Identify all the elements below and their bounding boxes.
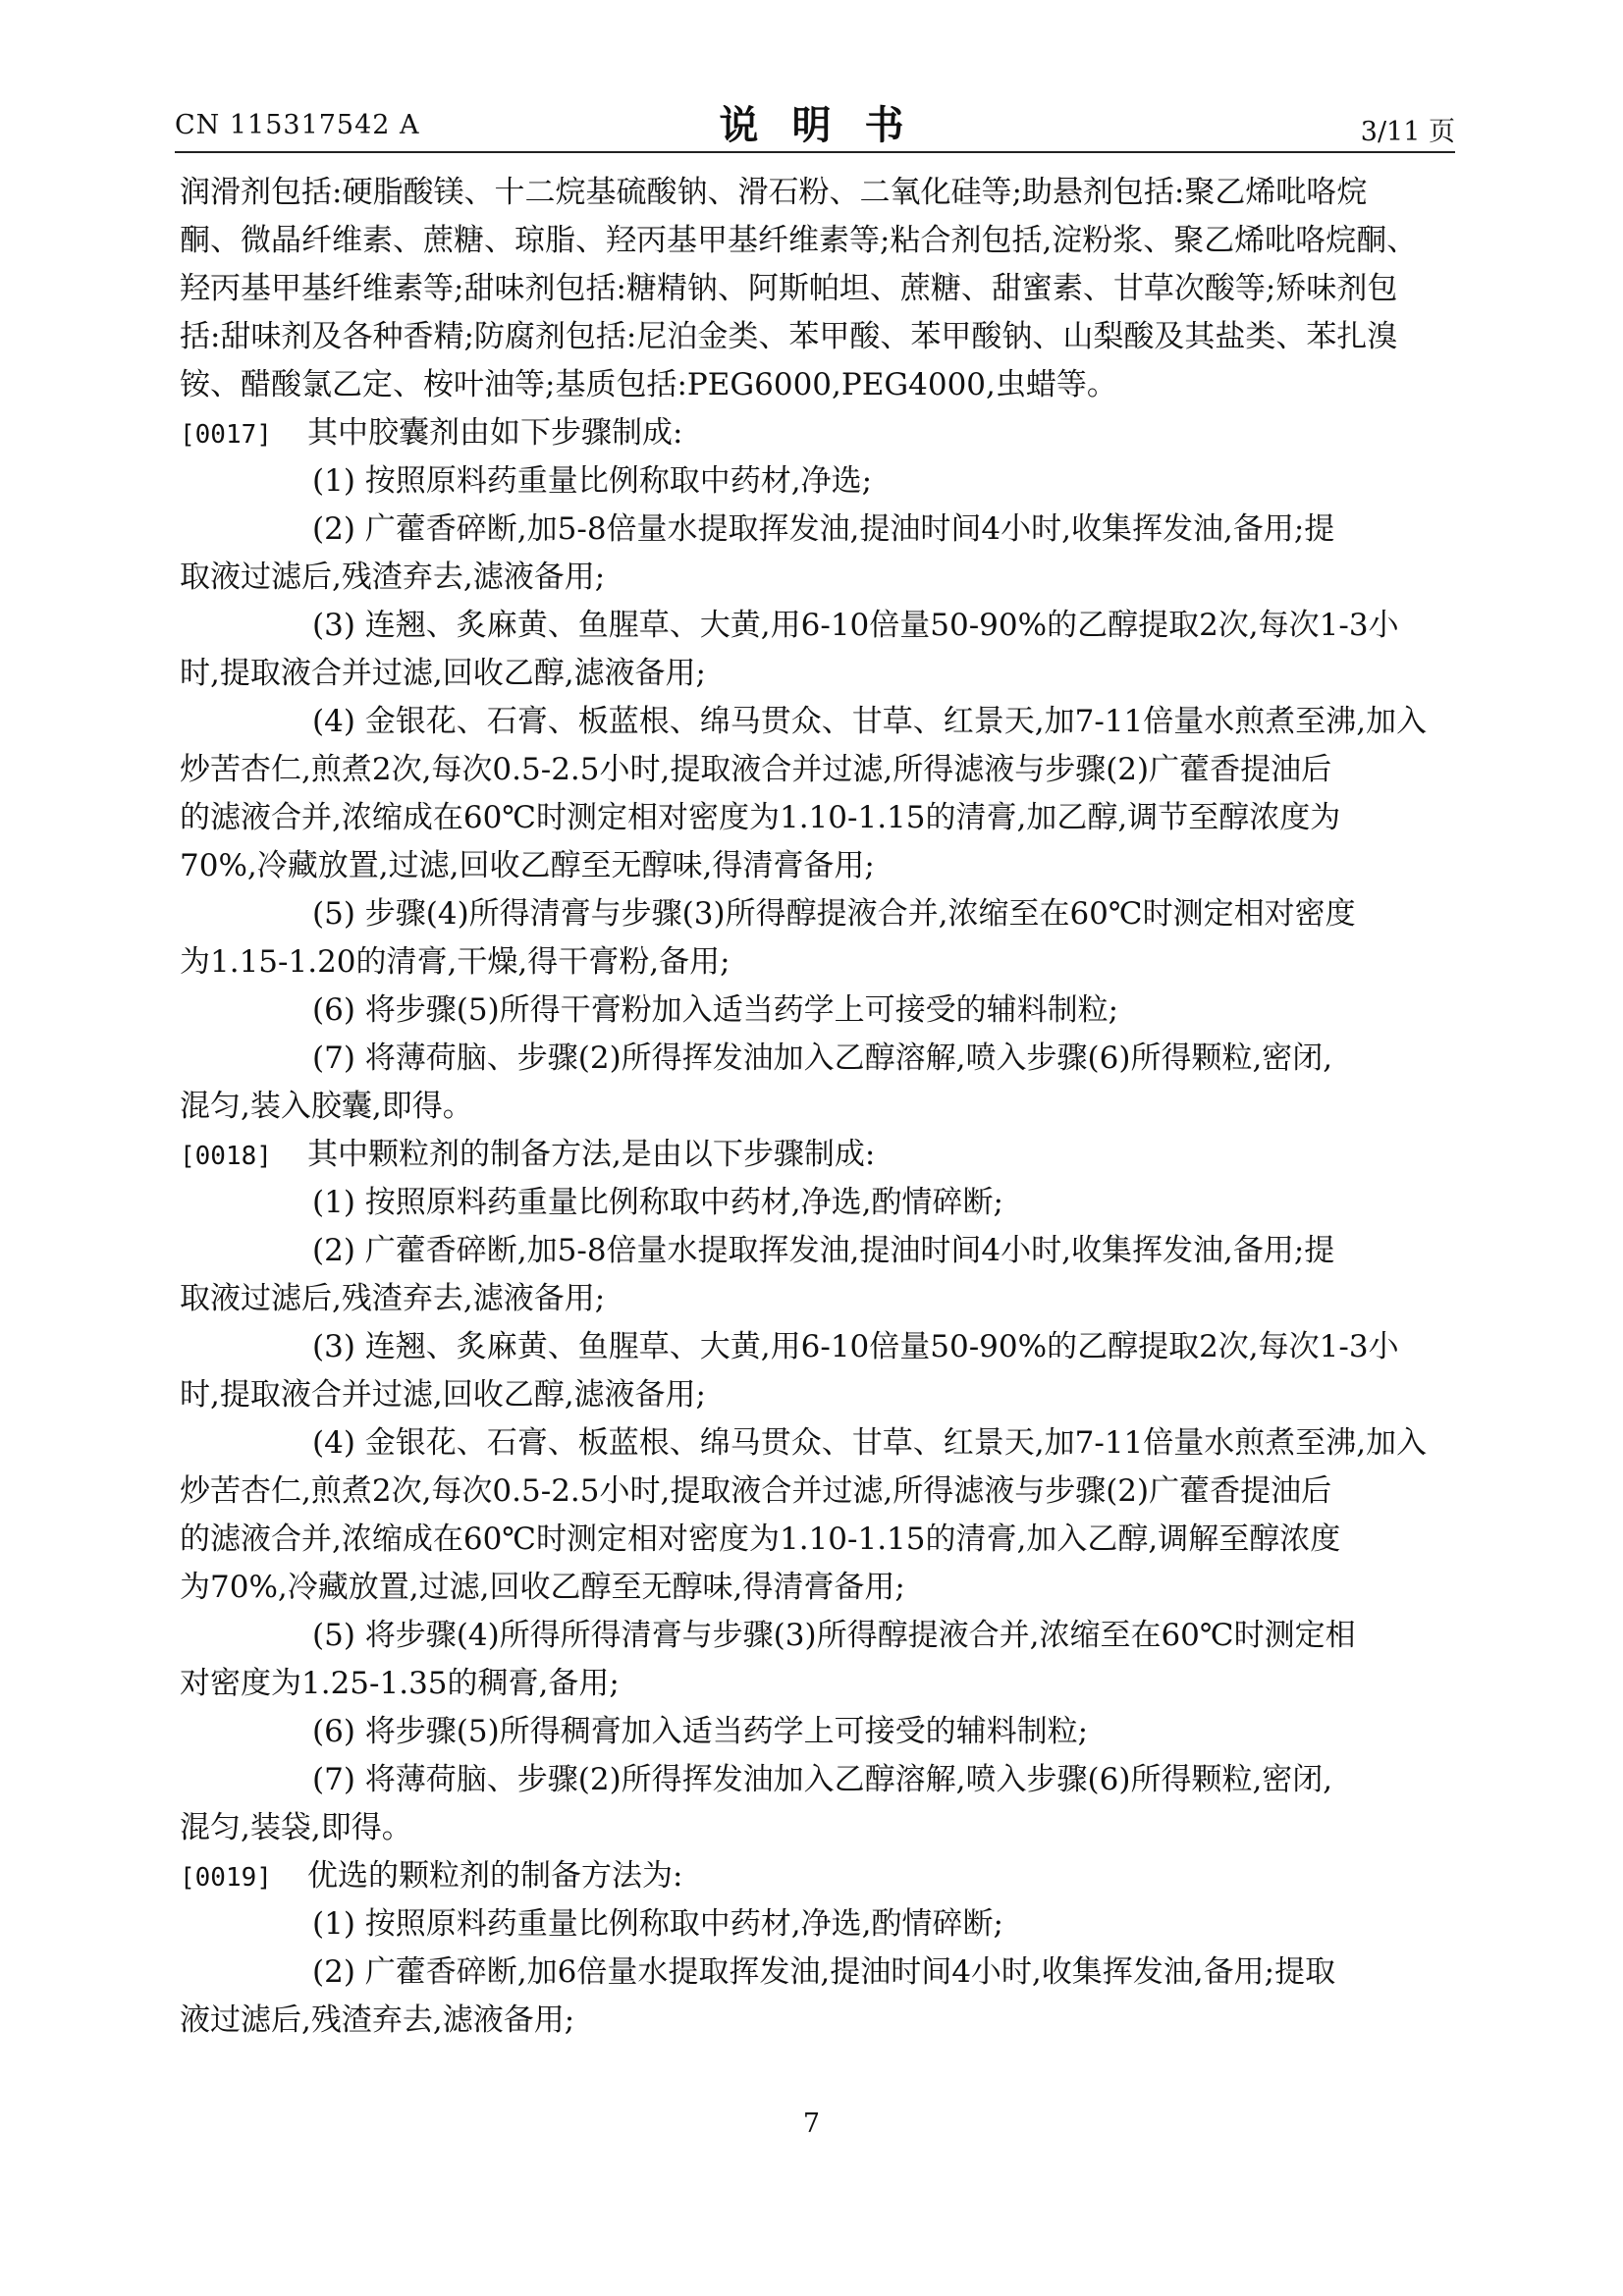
text-line [180,313,1456,361]
line-text: 其中胶囊剂由如下步骤制成: [307,415,683,451]
step-line [180,698,1456,746]
step-line [180,1756,1456,1804]
header-divider [175,151,1455,153]
line-text: (2) 广藿香碎断,加5-8倍量水提取挥发油,提油时间4小时,收集挥发油,备用;提 [312,1233,1335,1268]
text-line [180,554,1456,602]
step-line [180,457,1456,506]
line-text: (3) 连翘、炙麻黄、鱼腥草、大黄,用6-10倍量50-90%的乙醇提取2次,每次1-3小 [312,608,1399,643]
line-text: 润滑剂包括:硬脂酸镁、十二烷基硫酸钠、滑石粉、二氧化硅等;助悬剂包括:聚乙烯吡咯烷 [180,175,1368,210]
text-line [180,265,1456,313]
line-text: 其中颗粒剂的制备方法,是由以下步骤制成: [307,1137,876,1172]
line-text: 时,提取液合并过滤,回收乙醇,滤液备用; [180,1377,707,1413]
line-text: (7) 将薄荷脑、步骤(2)所得挥发油加入乙醇溶解,喷入步骤(6)所得颗粒,密闭, [312,1762,1333,1797]
line-text: (5) 将步骤(4)所得所得清膏与步骤(3)所得醇提液合并,浓缩至在60℃时测定相 [312,1618,1356,1653]
step-line [180,987,1456,1035]
line-text: 炒苦杏仁,煎煮2次,每次0.5-2.5小时,提取液合并过滤,所得滤液与步骤(2)广藿香提油后 [180,752,1332,787]
paragraph-heading-line [180,1131,1456,1179]
line-text: (1) 按照原料药重量比例称取中药材,净选; [312,463,873,499]
step-line [180,1323,1456,1371]
text-line [180,1275,1456,1323]
line-text: 优选的颗粒剂的制备方法为: [307,1858,683,1894]
step-line [180,890,1456,938]
paragraph-number: [0017] [180,420,272,450]
line-text: 取液过滤后,残渣弃去,滤液备用; [180,1281,606,1316]
line-text: (6) 将步骤(5)所得干膏粉加入适当药学上可接受的辅料制粒; [312,992,1119,1028]
document-body [180,169,1456,2045]
line-text: 70%,冷藏放置,过滤,回收乙醇至无醇味,得清膏备用; [180,848,875,883]
text-line [180,1468,1456,1516]
text-line [180,1371,1456,1419]
line-text: (1) 按照原料药重量比例称取中药材,净选,酌情碎断; [312,1906,1003,1942]
text-line [180,1804,1456,1852]
text-line [180,938,1456,987]
line-text: 酮、微晶纤维素、蔗糖、琼脂、羟丙基甲基纤维素等;粘合剂包括,淀粉浆、聚乙烯吡咯烷酮、 [180,223,1418,258]
text-line [180,1564,1456,1612]
line-text: 混匀,装入胶囊,即得。 [180,1089,473,1124]
line-text: (3) 连翘、炙麻黄、鱼腥草、大黄,用6-10倍量50-90%的乙醇提取2次,每次1-3小 [312,1329,1399,1364]
line-text: 液过滤后,残渣弃去,滤液备用; [180,2002,575,2038]
paragraph-heading-line [180,1852,1456,1900]
text-line [180,1083,1456,1131]
text-line [180,650,1456,698]
document-title: 说明书 [719,102,938,148]
paragraph-number: [0018] [180,1142,272,1171]
line-text: 炒苦杏仁,煎煮2次,每次0.5-2.5小时,提取液合并过滤,所得滤液与步骤(2)广藿香提油后 [180,1473,1332,1509]
step-line [180,1227,1456,1275]
step-line [180,1708,1456,1756]
line-text: (4) 金银花、石膏、板蓝根、绵马贯众、甘草、红景天,加7-11倍量水煎煮至沸,加入 [312,704,1428,739]
line-text: 为70%,冷藏放置,过滤,回收乙醇至无醇味,得清膏备用; [180,1570,905,1605]
text-line [180,842,1456,890]
text-line [180,217,1456,265]
line-text: 羟丙基甲基纤维素等;甜味剂包括:糖精钠、阿斯帕坦、蔗糖、甜蜜素、甘草次酸等;矫味剂包 [180,271,1398,306]
paragraph-heading-line [180,409,1456,457]
line-text: (7) 将薄荷脑、步骤(2)所得挥发油加入乙醇溶解,喷入步骤(6)所得颗粒,密闭, [312,1041,1333,1076]
line-text: (2) 广藿香碎断,加6倍量水提取挥发油,提油时间4小时,收集挥发油,备用;提取 [312,1954,1336,1990]
line-text: 取液过滤后,残渣弃去,滤液备用; [180,560,606,595]
line-text: 对密度为1.25-1.35的稠膏,备用; [180,1666,620,1701]
paragraph-number: [0019] [180,1863,272,1893]
line-text: 的滤液合并,浓缩成在60℃时测定相对密度为1.10-1.15的清膏,加乙醇,调节至醇浓度为 [180,800,1341,835]
step-line [180,1179,1456,1227]
line-text: 铵、醋酸氯乙定、桉叶油等;基质包括:PEG6000,PEG4000,虫蜡等。 [180,367,1117,402]
line-text: 为1.15-1.20的清膏,干燥,得干膏粉,备用; [180,944,730,980]
line-text: 混匀,装袋,即得。 [180,1810,412,1845]
text-line [180,794,1456,842]
line-text: (6) 将步骤(5)所得稠膏加入适当药学上可接受的辅料制粒; [312,1714,1089,1749]
step-line [180,1949,1456,1997]
page-indicator: 3/11 页 [1360,117,1455,147]
text-line [180,1516,1456,1564]
line-text: (2) 广藿香碎断,加5-8倍量水提取挥发油,提油时间4小时,收集挥发油,备用;提 [312,511,1335,547]
line-text: 时,提取液合并过滤,回收乙醇,滤液备用; [180,656,707,691]
step-line [180,506,1456,554]
step-line [180,1035,1456,1083]
text-line [180,361,1456,409]
page-number: 7 [802,2109,821,2139]
line-text: (4) 金银花、石膏、板蓝根、绵马贯众、甘草、红景天,加7-11倍量水煎煮至沸,加入 [312,1425,1428,1461]
step-line [180,1419,1456,1468]
line-text: 括:甜味剂及各种香精;防腐剂包括:尼泊金类、苯甲酸、苯甲酸钠、山梨酸及其盐类、苯扎溴 [180,319,1398,354]
line-text: (1) 按照原料药重量比例称取中药材,净选,酌情碎断; [312,1185,1003,1220]
text-line [180,746,1456,794]
publication-number: CN 115317542 A [175,110,420,140]
text-line [180,1660,1456,1708]
text-line [180,1997,1456,2045]
step-line [180,1612,1456,1660]
step-line [180,1900,1456,1949]
step-line [180,602,1456,650]
line-text: (5) 步骤(4)所得清膏与步骤(3)所得醇提液合并,浓缩至在60℃时测定相对密度 [312,896,1356,932]
line-text: 的滤液合并,浓缩成在60℃时测定相对密度为1.10-1.15的清膏,加入乙醇,调解至醇浓度 [180,1522,1341,1557]
text-line [180,169,1456,217]
